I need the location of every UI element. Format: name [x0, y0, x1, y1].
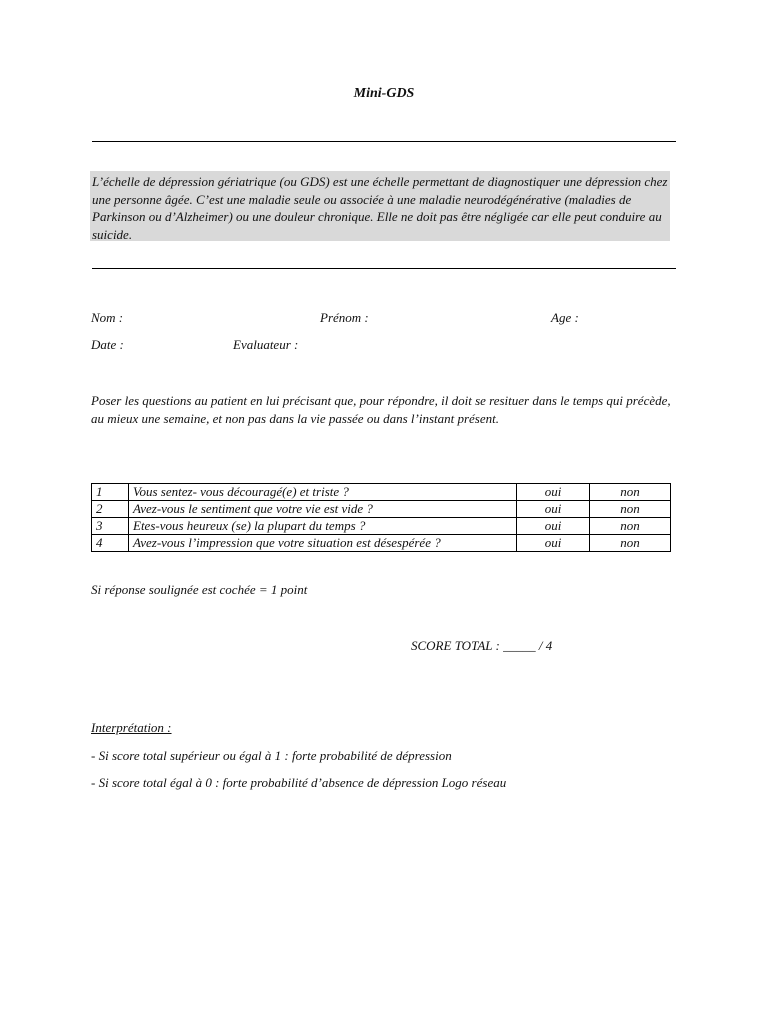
questions-table	[91, 483, 671, 552]
document-title: Mini-GDS	[353, 86, 415, 101]
interpretation-line-2: - Si score total égal à 0 : forte probabilité d’absence de dépression Logo réseau	[91, 775, 507, 790]
answer-non[interactable]: non	[590, 518, 671, 535]
age-label: Age :	[551, 310, 579, 325]
evaluateur-label: Evaluateur :	[233, 337, 299, 352]
table-row	[92, 535, 671, 552]
question-number: 1	[92, 484, 129, 501]
answer-non[interactable]: non	[590, 535, 671, 552]
question-text: Avez-vous l’impression que votre situation est désespérée ?	[129, 535, 517, 552]
question-text: Avez-vous le sentiment que votre vie est vide ?	[129, 501, 517, 518]
answer-oui[interactable]: oui	[517, 484, 590, 501]
question-text: Etes-vous heureux (se) la plupart du temps ?	[129, 518, 517, 535]
top-divider	[92, 141, 676, 142]
question-number: 3	[92, 518, 129, 535]
nom-label: Nom :	[91, 310, 124, 325]
intro-paragraph: L’échelle de dépression gériatrique (ou GDS) est une échelle permettant de diagnostiquer une dépression chez une personne âgée. C’est une maladie seule ou associée à une maladie neurodégénérative (maladies de Parkinson ou d’Alzheimer) ou une douleur chronique. Elle ne doit pas être négligée car elle peut conduire au suicide.	[90, 171, 670, 241]
answer-oui[interactable]: oui	[517, 501, 590, 518]
score-total: SCORE TOTAL : _____ / 4	[411, 638, 553, 653]
question-number: 2	[92, 501, 129, 518]
interpretation-line-1: - Si score total supérieur ou égal à 1 : forte probabilité de dépression	[91, 748, 452, 763]
instruction-paragraph: Poser les questions au patient en lui précisant que, pour répondre, il doit se resituer dans le temps qui précède, au mieux une semaine, et non pas dans la vie passée ou dans l’instant présent.	[91, 393, 671, 426]
table-row	[92, 501, 671, 518]
question-text: Vous sentez- vous découragé(e) et triste ?	[129, 484, 517, 501]
scoring-rule: Si réponse soulignée est cochée = 1 point	[91, 582, 308, 597]
answer-non[interactable]: non	[590, 501, 671, 518]
answer-oui[interactable]: oui	[517, 518, 590, 535]
interpretation-title: Interprétation :	[91, 720, 172, 735]
table-row	[92, 484, 671, 501]
answer-oui[interactable]: oui	[517, 535, 590, 552]
bottom-divider	[92, 268, 676, 269]
answer-non[interactable]: non	[590, 484, 671, 501]
question-number: 4	[92, 535, 129, 552]
date-label: Date :	[91, 337, 124, 352]
table-row	[92, 518, 671, 535]
prenom-label: Prénom :	[320, 310, 369, 325]
